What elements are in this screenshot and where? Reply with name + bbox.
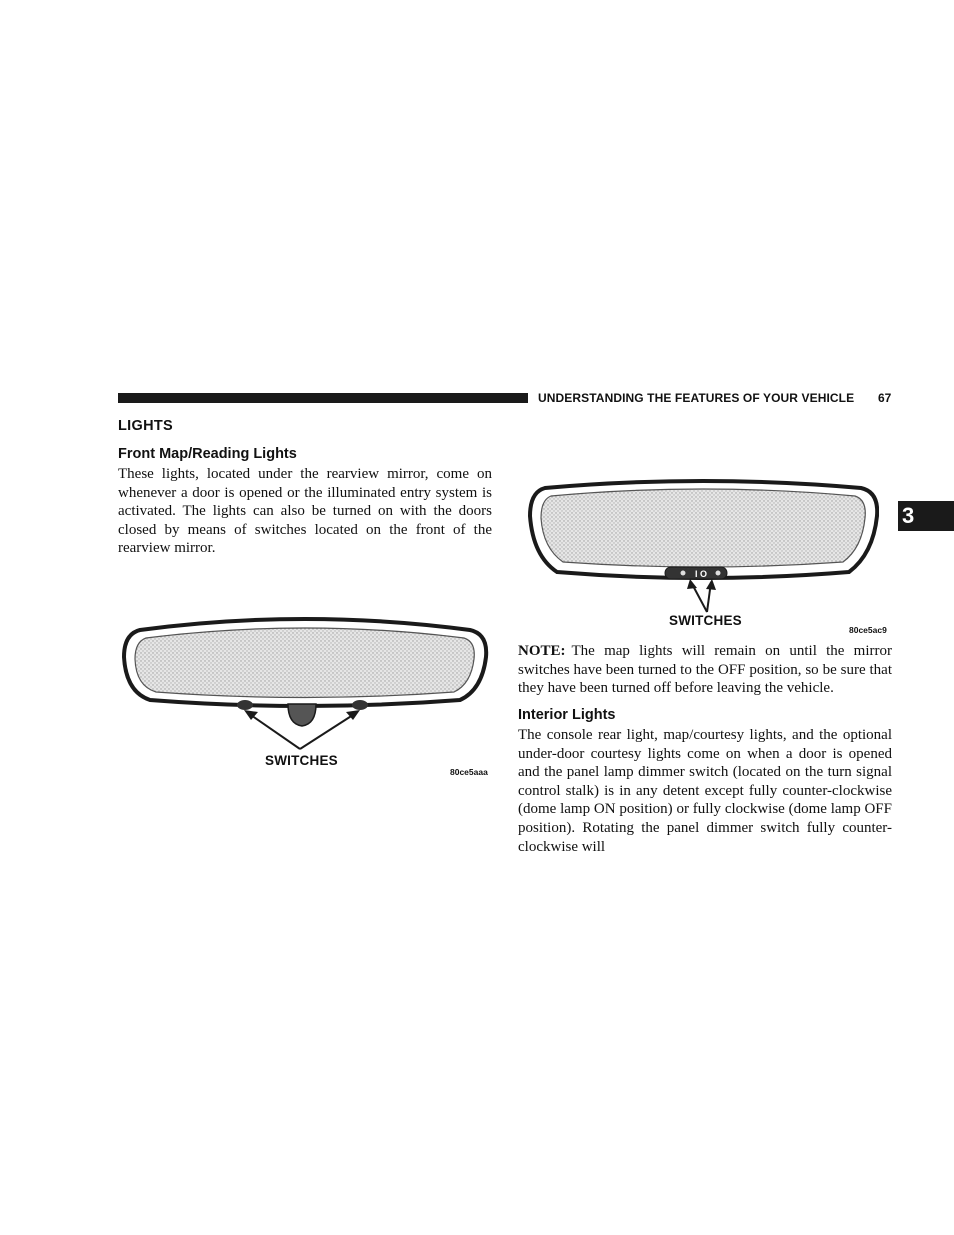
- mirror-illustration: [527, 476, 879, 616]
- switch-label: I O: [694, 569, 708, 579]
- note-body: The map lights will remain on until the mirror switches have been turned to the OFF position, so be sure that they have been turned off before leaving the vehicle.: [518, 643, 892, 697]
- callout-switches-left: SWITCHES: [265, 753, 338, 768]
- mirror-glass: [541, 489, 865, 567]
- figure-mirror-switch-module: [527, 476, 879, 616]
- callout-switches-right: SWITCHES: [669, 613, 742, 628]
- light-icon-right: [716, 571, 721, 576]
- note-paragraph: [518, 642, 892, 698]
- callout-arrowhead-left: [687, 579, 697, 589]
- page-number: 67: [878, 391, 892, 405]
- running-header-title: UNDERSTANDING THE FEATURES OF YOUR VEHICLE: [538, 391, 855, 405]
- figure-id-right: 80ce5ac9: [849, 625, 887, 635]
- figure-id-left: 80ce5aaa: [450, 767, 488, 777]
- paragraph-interior-lights: The console rear light, map/courtesy lights, and the optional under-door courtesy lights come on when a door is opened and the panel lamp dimmer switch (located on the turn signal control stalk) is in any detent except fully counter-clockwise (dome lamp ON position) or fully clockwise (dome lamp OFF position). Rotating the panel dimmer switch fully counter-clockwise will: [518, 727, 892, 855]
- callout-arrowhead-right: [706, 579, 716, 590]
- subheading-front-map-lights: Front Map/Reading Lights: [118, 446, 297, 462]
- chapter-tab[interactable]: 3: [898, 501, 954, 531]
- map-light-switch-right: [352, 700, 368, 710]
- subheading-interior-lights: Interior Lights: [518, 707, 616, 723]
- note-label: NOTE:: [518, 643, 566, 659]
- header-rule: [118, 393, 528, 403]
- paragraph-front-map-lights: These lights, located under the rearview mirror, come on whenever a door is opened or the illuminated entry system is activated. The lights can also be turned on with the doors closed by means of switches located on the front of the rearview mirror.: [118, 466, 492, 557]
- light-icon-left: [681, 571, 686, 576]
- map-light-switch-left: [237, 700, 253, 710]
- mirror-mount: [288, 704, 316, 726]
- section-heading-lights: LIGHTS: [118, 418, 173, 434]
- mirror-glass: [135, 628, 474, 698]
